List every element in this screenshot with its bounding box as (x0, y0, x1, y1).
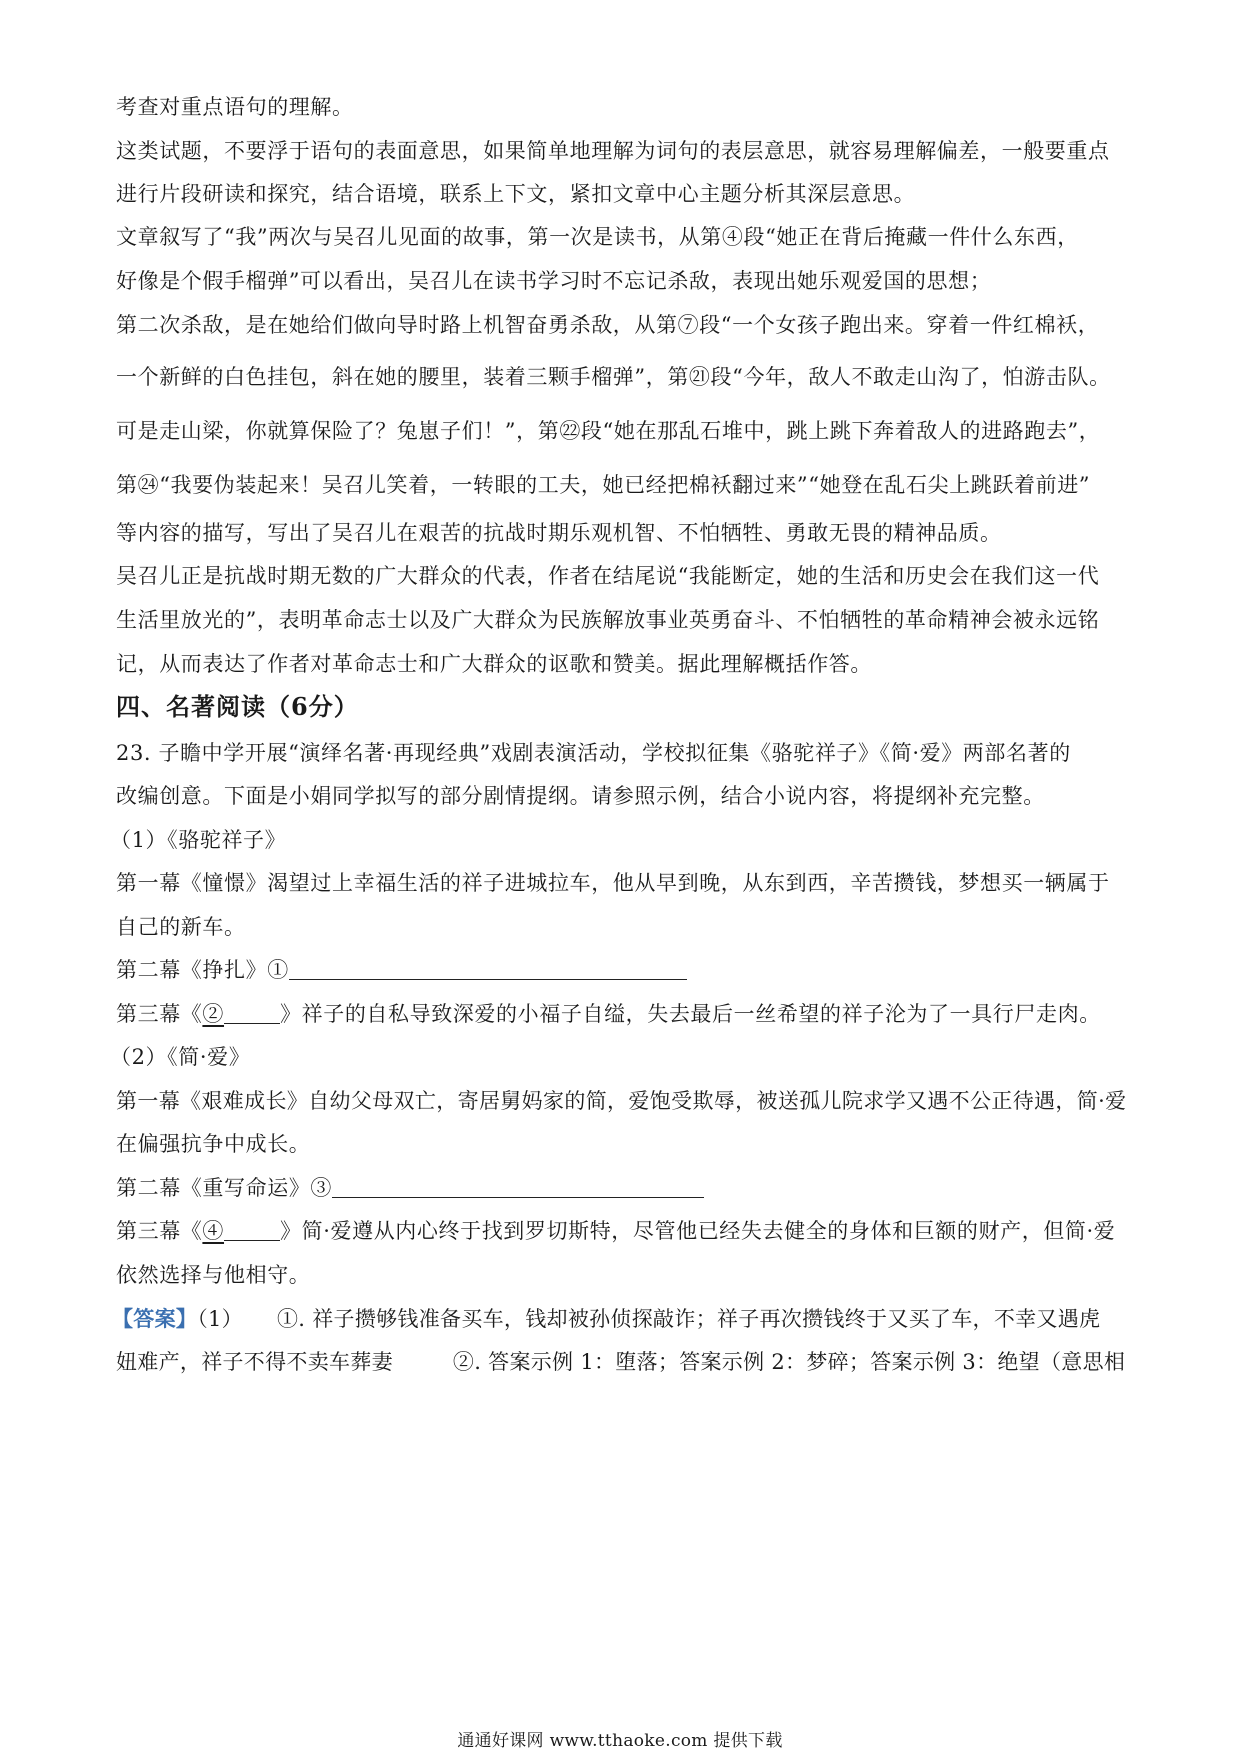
paragraph-line: 好像是个假手榴弹”可以看出，吴召儿在读书学习时不忘记杀敌，表现出她乐观爱国的思想； (116, 269, 992, 293)
answer-line (112, 1306, 1122, 1332)
answer-text: ①. 祥子攒够钱准备买车，钱却被孙侦探敲诈；祥子再次攒钱终于又买了车，不幸又遇虎 (276, 1307, 1101, 1331)
paragraph-line: 吴召儿正是抗战时期无数的广大群众的代表，作者在结尾说“我能断定，她的生活和历史会在我们这一代 (116, 564, 1100, 588)
outline-blank-line (116, 1001, 1126, 1027)
section-heading: 四、名著阅读（6分） (116, 692, 359, 721)
outline-suffix: 》简·爱遵从内心终于找到罗切斯特，尽管他已经失去健全的身体和巨额的财产，但简·爱 (280, 1219, 1116, 1243)
outline-line: 在偏强抗争中成长。 (116, 1132, 311, 1156)
outline-line: 第一幕《艰难成长》自幼父母双亡，寄居舅妈家的简，爱饱受欺辱，被送孤儿院求学又遇不公正待遇，简·爱 (116, 1089, 1127, 1113)
paragraph-line: 进行片段研读和探究，结合语境，联系上下文，紧扣文章中心主题分析其深层意思。 (116, 182, 916, 206)
paragraph-line: 第二次杀敌，是在她给们做向导时路上机智奋勇杀敌，从第⑦段“一个女孩子跑出来。穿着一件红棉袄， (116, 313, 1100, 337)
answer-line (116, 1349, 1126, 1375)
paragraph-line: 文章叙写了“我”两次与吴召儿见面的故事，第一次是读书，从第④段“她正在背后掩藏一件什么东西， (116, 225, 1079, 249)
page-footer: 通通好课网 www.tthaoke.com 提供下载 (457, 1731, 783, 1751)
answer-text: ②. 答案示例 1：堕落；答案示例 2：梦碎；答案示例 3：绝望（意思相 (452, 1350, 1126, 1374)
answer-blank[interactable] (224, 1220, 280, 1241)
paragraph-line: 第㉔“我要伪装起来！吴召儿笑着，一转眼的工夫，她已经把棉袄翻过来”“她登在乱石尖上跳跃着前进” (116, 473, 1091, 497)
paragraph-line: 生活里放光的”，表明革命志士以及广大群众为民族解放事业英勇奋斗、不怕牺牲的革命精神会被永远铭 (116, 608, 1100, 632)
part-title: （1）《骆驼祥子》 (110, 828, 287, 852)
outline-label: 第二幕《挣扎》① (116, 958, 289, 982)
part-title: （2）《简·爱》 (110, 1045, 251, 1069)
answer-blank[interactable] (224, 1003, 280, 1024)
paragraph-line: 可是走山梁，你就算保险了？兔崽子们！”，第㉒段“她在那乱石堆中，跳上跳下奔着敌人的进路跑去”， (116, 419, 1101, 443)
paragraph-line: 记，从而表达了作者对革命志士和广大群众的讴歌和赞美。据此理解概括作答。 (116, 652, 872, 676)
answer-blank[interactable] (289, 959, 687, 980)
question-line: 改编创意。下面是小娟同学拟写的部分剧情提纲。请参照示例，结合小说内容，将提纲补充完整。 (116, 784, 1045, 808)
blank-number: ④ (202, 1219, 225, 1243)
blank-number: ② (202, 1002, 225, 1026)
outline-line: 自己的新车。 (116, 915, 246, 939)
paragraph-line: 等内容的描写，写出了吴召儿在艰苦的抗战时期乐观机智、不怕牺牲、勇敢无畏的精神品质。 (116, 521, 1002, 545)
answer-text: 妞难产，祥子不得不卖车葬妻 (116, 1350, 393, 1374)
question-line: 23. 子瞻中学开展“演绎名著·再现经典”戏剧表演活动，学校拟征集《骆驼祥子》《简·爱》两部名著的 (116, 741, 1071, 765)
paragraph-line: 这类试题，不要浮于语句的表面意思，如果简单地理解为词句的表层意思，就容易理解偏差，一般要重点 (116, 139, 1110, 163)
paragraph-line: 考查对重点语句的理解。 (116, 95, 354, 119)
outline-prefix: 第三幕《 (116, 1219, 203, 1243)
outline-blank-line (116, 1175, 1126, 1201)
outline-suffix: 》祥子的自私导致深爱的小福子自缢，失去最后一丝希望的祥子沦为了一具行尸走肉。 (280, 1002, 1101, 1026)
answer-blank[interactable] (332, 1177, 704, 1198)
outline-line: 依然选择与他相守。 (116, 1263, 311, 1287)
outline-line: 第一幕《憧憬》渴望过上幸福生活的祥子进城拉车，他从早到晚，从东到西，辛苦攒钱，梦想买一辆属于 (116, 871, 1110, 895)
outline-label: 第二幕《重写命运》③ (116, 1176, 332, 1200)
paragraph-line: 一个新鲜的白色挂包，斜在她的腰里，装着三颗手榴弹”，第㉑段“今年，敌人不敢走山沟了，怕游击队。 (116, 365, 1111, 389)
outline-blank-line (116, 957, 1126, 983)
answer-part-number: （1） (197, 1307, 243, 1331)
outline-blank-line (116, 1218, 1126, 1244)
outline-prefix: 第三幕《 (116, 1002, 203, 1026)
answer-tag: 【答案】 (112, 1306, 198, 1331)
